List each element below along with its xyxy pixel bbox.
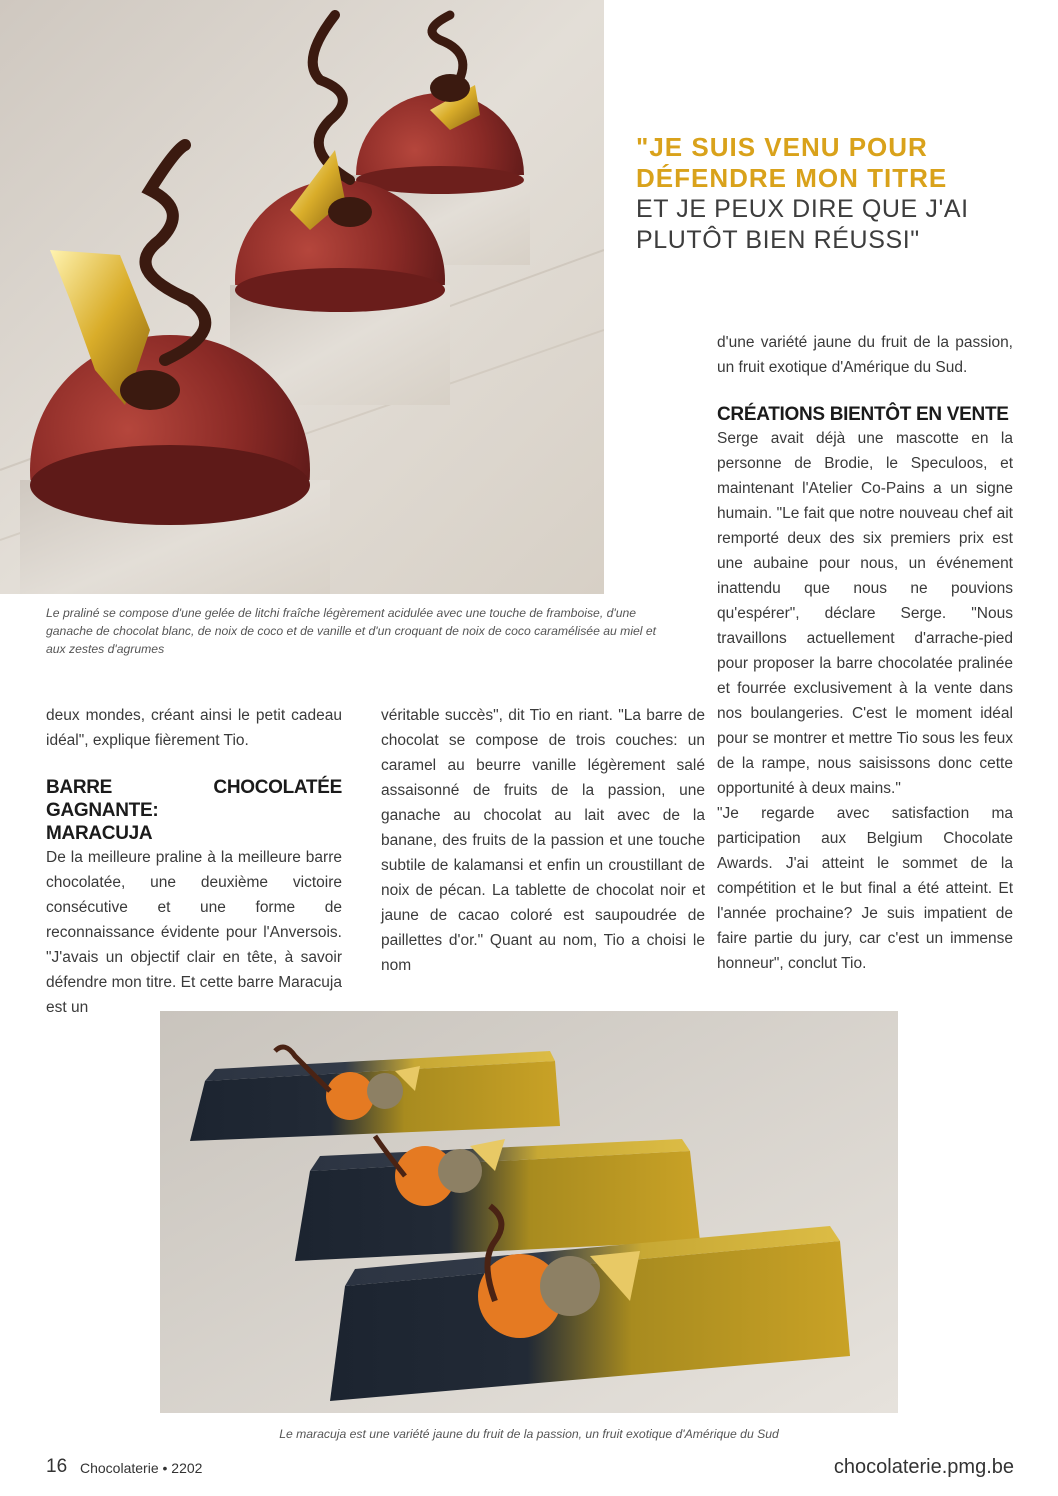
website-link[interactable]: chocolaterie.pmg.be xyxy=(833,1456,1014,1478)
pull-quote-line: PLUTÔT BIEN RÉUSSI" xyxy=(636,226,920,254)
paragraph: deux mondes, créant ainsi le petit cadeau idéal", explique fièrement Tio. xyxy=(46,707,342,749)
magazine-issue: Chocolaterie • 2202 xyxy=(80,1460,203,1476)
pull-quote-line: "JE SUIS VENU POUR xyxy=(636,132,928,162)
heading-line: BARRE CHOCOLATÉE GAGNANTE: xyxy=(46,777,342,821)
paragraph: véritable succès", dit Tio en riant. "La barre de chocolat se compose de trois couches: un caramel au beurre vanille légèrement salé assaisonné de fruits de la passion, une ganache au chocolat au lait avec de la banane, des fruits de la passion et une touche subtile de kalamansi et enfin un croustillant de noix de pécan. La tablette de chocolat noir et jaune de cacao coloré est saupoudrée de paillettes d'or." Quant au nom, Tio a choisi le nom xyxy=(381,707,705,974)
article-column-right-top xyxy=(717,330,1013,380)
section-heading xyxy=(46,776,342,845)
pull-quote-line: ET JE PEUX DIRE QUE J'AI xyxy=(636,195,969,223)
paragraph: "Je regarde avec satisfaction ma participation aux Belgium Chocolate Awards. J'ai atteint le sommet de la compétition et le but final a été atteint. Et l'année prochaine? Je suis impatient de faire partie du jury, car c'est un immense honneur", conclut Tio. xyxy=(717,805,1013,972)
section-heading: CRÉATIONS BIENTÔT EN VENTE xyxy=(717,404,1009,425)
article-column-left xyxy=(46,703,342,1020)
paragraph: d'une variété jaune du fruit de la passion, un fruit exotique d'Amérique du Sud. xyxy=(717,334,1013,376)
chocolate-bar-photo xyxy=(160,1011,898,1413)
article-column-right xyxy=(717,403,1013,976)
heading-line: MARACUJA xyxy=(46,823,153,844)
article-column-middle xyxy=(381,703,705,978)
page-number: 16 xyxy=(46,1456,68,1477)
pull-quote-line: DÉFENDRE MON TITRE xyxy=(636,163,948,193)
photo-caption-top: Le praliné se compose d'une gelée de litchi fraîche légèrement acidulée avec une touche de framboise, d'une ganache de chocolat blanc, de noix de coco et de vanille et d'un croquant de noix de coco caramélisée au miel et aux zestes d'agrumes xyxy=(46,606,657,656)
photo-caption-bottom: Le maracuja est une variété jaune du fruit de la passion, un fruit exotique d'Amérique du Sud xyxy=(279,1427,779,1441)
pull-quote xyxy=(636,132,1036,256)
paragraph: De la meilleure praline à la meilleure barre chocolatée, une deuxième victoire consécutive et une forme de reconnaissance évidente pour l'Anversois. "J'avais un objectif clair en tête, à savoir défendre mon titre. Et cette barre Maracuja est un xyxy=(46,849,342,1016)
paragraph: Serge avait déjà une mascotte en la personne de Brodie, le Speculoos, et maintenant l'Atelier Co-Pains a un signe humain. "Le fait que notre nouveau chef ait remporté deux des six premiers prix est une aubaine pour nous, un événement inattendu que nous ne pouvions qu'espérer", déclare Serge. "Nous travaillons actuellement d'arrache-pied pour proposer la barre chocolatée pralinée et fourrée exclusivement à la vente dans nos boulangeries. C'est le moment idéal pour se montrer et mettre Tio sous les feux de la rampe, nous saisissons donc cette opportunité à deux mains." xyxy=(717,430,1013,797)
praline-photo xyxy=(0,0,604,594)
